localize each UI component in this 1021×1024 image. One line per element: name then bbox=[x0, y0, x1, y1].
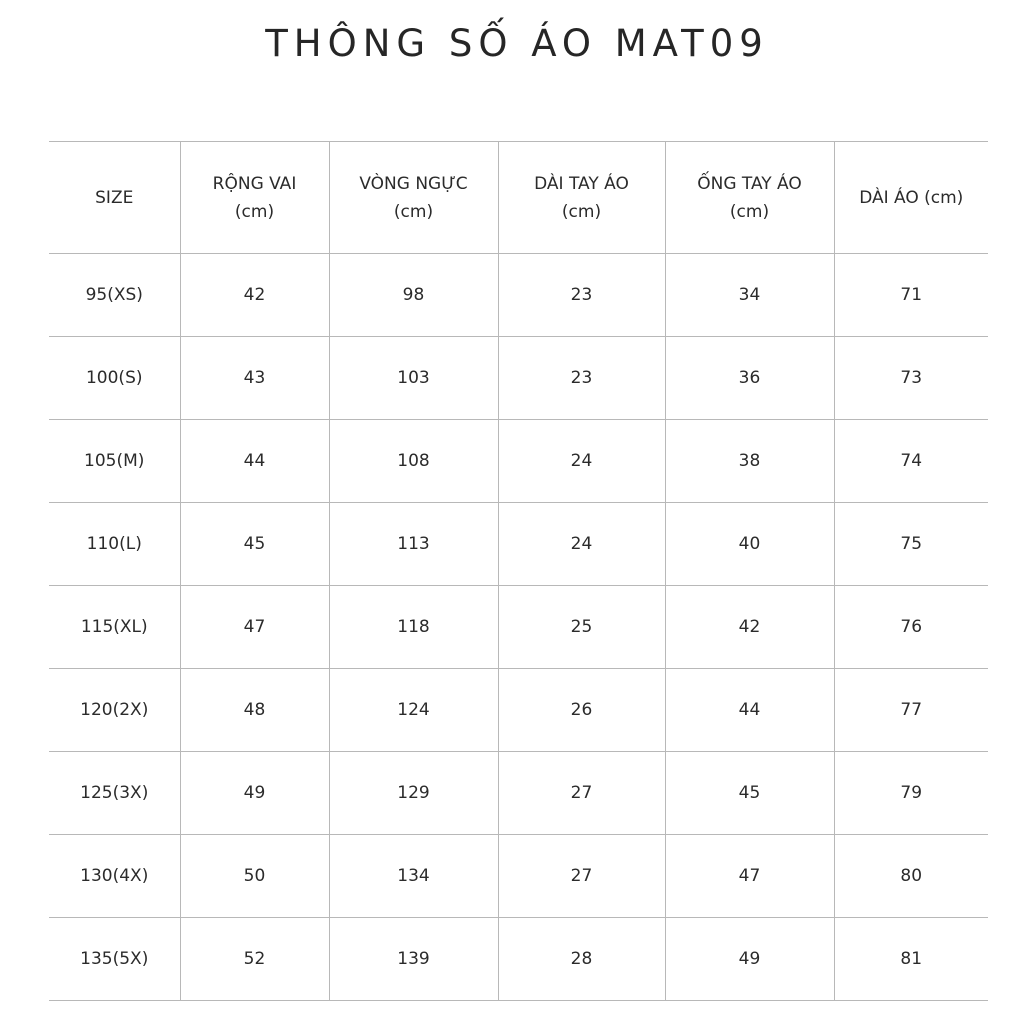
header-label: RỘNG VAI bbox=[212, 173, 297, 194]
cell-chest: 103 bbox=[329, 337, 498, 420]
cell-sleeve-length: 24 bbox=[498, 503, 665, 586]
cell-body-length: 80 bbox=[834, 835, 988, 918]
cell-chest: 98 bbox=[329, 254, 498, 337]
table-row bbox=[49, 503, 988, 586]
header-label: SIZE bbox=[95, 187, 134, 208]
page-title: THÔNG SỐ ÁO MAT09 bbox=[265, 22, 769, 65]
header-row bbox=[49, 142, 988, 254]
cell-shoulder-width: 50 bbox=[180, 835, 329, 918]
cell-body-length: 73 bbox=[834, 337, 988, 420]
cell-sleeve-opening: 40 bbox=[665, 503, 834, 586]
header-label: VÒNG NGỰC bbox=[359, 173, 468, 194]
cell-sleeve-length: 23 bbox=[498, 254, 665, 337]
cell-body-length: 76 bbox=[834, 586, 988, 669]
size-chart-table bbox=[49, 141, 988, 1001]
cell-chest: 134 bbox=[329, 835, 498, 918]
cell-size: 135(5X) bbox=[49, 918, 180, 1001]
table-row bbox=[49, 835, 988, 918]
cell-sleeve-length: 27 bbox=[498, 752, 665, 835]
header-unit: (cm) bbox=[729, 201, 770, 222]
cell-sleeve-opening: 38 bbox=[665, 420, 834, 503]
cell-sleeve-opening: 42 bbox=[665, 586, 834, 669]
table-row bbox=[49, 669, 988, 752]
header-sleeve-opening bbox=[665, 142, 834, 254]
header-chest bbox=[329, 142, 498, 254]
cell-shoulder-width: 42 bbox=[180, 254, 329, 337]
cell-sleeve-length: 28 bbox=[498, 918, 665, 1001]
header-size bbox=[49, 142, 180, 254]
cell-size: 115(XL) bbox=[49, 586, 180, 669]
cell-shoulder-width: 45 bbox=[180, 503, 329, 586]
header-label: DÀI TAY ÁO bbox=[534, 173, 629, 194]
header-label: DÀI ÁO (cm) bbox=[859, 187, 964, 208]
cell-chest: 118 bbox=[329, 586, 498, 669]
cell-body-length: 81 bbox=[834, 918, 988, 1001]
header-label: ỐNG TAY ÁO bbox=[697, 173, 802, 194]
cell-size: 95(XS) bbox=[49, 254, 180, 337]
header-unit: (cm) bbox=[234, 201, 275, 222]
table-row bbox=[49, 586, 988, 669]
cell-body-length: 74 bbox=[834, 420, 988, 503]
table-header bbox=[49, 142, 988, 254]
cell-sleeve-opening: 44 bbox=[665, 669, 834, 752]
cell-sleeve-opening: 36 bbox=[665, 337, 834, 420]
cell-size: 125(3X) bbox=[49, 752, 180, 835]
header-unit: (cm) bbox=[561, 201, 602, 222]
cell-shoulder-width: 43 bbox=[180, 337, 329, 420]
table-body bbox=[49, 254, 988, 1001]
header-unit: (cm) bbox=[393, 201, 434, 222]
cell-shoulder-width: 52 bbox=[180, 918, 329, 1001]
cell-chest: 113 bbox=[329, 503, 498, 586]
table-row bbox=[49, 918, 988, 1001]
cell-sleeve-length: 24 bbox=[498, 420, 665, 503]
cell-body-length: 77 bbox=[834, 669, 988, 752]
cell-sleeve-opening: 34 bbox=[665, 254, 834, 337]
cell-sleeve-opening: 47 bbox=[665, 835, 834, 918]
cell-size: 120(2X) bbox=[49, 669, 180, 752]
cell-shoulder-width: 49 bbox=[180, 752, 329, 835]
table-row bbox=[49, 420, 988, 503]
table-row bbox=[49, 337, 988, 420]
cell-body-length: 75 bbox=[834, 503, 988, 586]
cell-size: 130(4X) bbox=[49, 835, 180, 918]
cell-sleeve-length: 23 bbox=[498, 337, 665, 420]
cell-sleeve-length: 26 bbox=[498, 669, 665, 752]
table-row bbox=[49, 254, 988, 337]
cell-sleeve-length: 27 bbox=[498, 835, 665, 918]
header-sleeve-length bbox=[498, 142, 665, 254]
cell-sleeve-opening: 49 bbox=[665, 918, 834, 1001]
cell-body-length: 71 bbox=[834, 254, 988, 337]
cell-body-length: 79 bbox=[834, 752, 988, 835]
cell-shoulder-width: 44 bbox=[180, 420, 329, 503]
cell-shoulder-width: 48 bbox=[180, 669, 329, 752]
cell-size: 110(L) bbox=[49, 503, 180, 586]
cell-size: 100(S) bbox=[49, 337, 180, 420]
cell-sleeve-length: 25 bbox=[498, 586, 665, 669]
cell-size: 105(M) bbox=[49, 420, 180, 503]
header-body-length bbox=[834, 142, 988, 254]
table-row bbox=[49, 752, 988, 835]
cell-chest: 129 bbox=[329, 752, 498, 835]
cell-chest: 139 bbox=[329, 918, 498, 1001]
cell-sleeve-opening: 45 bbox=[665, 752, 834, 835]
cell-shoulder-width: 47 bbox=[180, 586, 329, 669]
header-shoulder-width bbox=[180, 142, 329, 254]
cell-chest: 108 bbox=[329, 420, 498, 503]
cell-chest: 124 bbox=[329, 669, 498, 752]
